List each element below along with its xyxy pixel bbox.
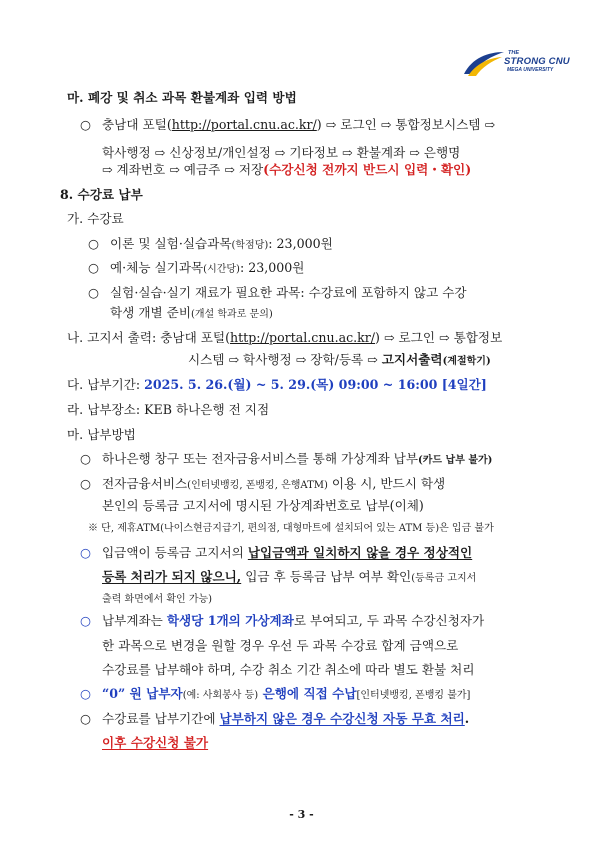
text: 실험·실습·실기 재료가 필요한 과목: 수강료에 포함하지 않고 수강 [110,285,467,300]
section-title: 수강료 납부 [77,187,143,202]
refund-line-1 [80,117,495,133]
text: 수강료를 납부기간에 [102,711,220,726]
method-item-2 [80,476,445,494]
title: 수강료 [87,211,124,226]
method-item-1 [80,451,492,469]
refund-line-2: 학사행정 ⇨ 신상정보/개인설정 ⇨ 기타정보 ⇨ 환불계좌 ⇨ 은행명 [102,145,461,160]
auto-cancel-warning: 납부하지 않은 경우 수강신청 자동 무효 처리 [219,711,465,726]
refund-heading [67,90,297,106]
text: 입금액이 등록금 고지서의 [102,545,248,560]
virtual-account: 학생당 1개의 가상계좌 [166,613,294,628]
notice-line-2 [188,352,491,370]
text: 납부계좌는 [102,613,167,628]
method-item-4-cont-2: 수강료를 납부해야 하며, 수강 취소 기간 취소에 따라 별도 환불 처리 [102,662,475,677]
method-item-4-cont: 한 과목으로 변경을 원할 경우 우선 두 과목 수강료 합계 금액으로 [102,638,459,653]
bullet-circle: ○ [80,613,91,628]
bullet-circle: ○ [88,260,99,275]
text: 이론 및 실험·실습과목 [110,236,232,251]
text: 하나은행 창구 또는 전자금융서비스를 통해 가상계좌 납부 [102,451,418,466]
text: ⇨ 계좌번호 ⇨ 예금주 ⇨ 저장 [102,162,264,177]
text: 로 부여되고, 두 과목 수강신청자가 [293,613,485,628]
season: (계절학기) [442,356,491,367]
logo-line3: MEGA UNIVERSITY [507,67,554,73]
method-heading [67,427,136,443]
logo-line2: STRONG CNU [504,56,570,67]
refund-heading-title: 폐강 및 취소 과목 환불계좌 입력 방법 [87,90,297,105]
portal-link[interactable]: http://portal.cnu.ac.kr/ [171,117,317,132]
text: . [464,711,470,726]
notice-print: 고지서출력 [381,352,443,367]
note: (예: 사회봉사 등) [182,690,259,701]
text: 학생 개별 준비 [110,305,191,320]
text: 이용 시, 반드시 학생 [327,476,446,491]
warning: 등록 처리가 되지 않으니, [102,569,242,584]
label: 가. [67,211,84,226]
label: 마. [67,427,84,442]
text: 납부장소: KEB 하나은행 전 지점 [87,402,270,417]
note: [인터넷뱅킹, 폰뱅킹 불가] [356,690,471,701]
method-item-3-cont-2: 출력 화면에서 확인 가능) [102,594,213,605]
logo-line1: THE [508,50,519,56]
label: 다. [67,377,84,392]
text: 고지서 출력: 충남대 포털( [87,330,231,345]
atm-note: ※ 단, 제휴ATM(나이스현금지급기, 편의점, 대형마트에 설치되어 있는 ATM 등)은 입금 불가 [88,523,494,534]
bullet-circle: ○ [80,117,91,132]
no-registration-warning: 이후 수강신청 불가 [102,735,209,750]
method-item-2-cont: 본인의 등록금 고지서에 명시된 가상계좌번호로 납부(이체) [102,498,424,513]
text: 예·체능 실기과목 [110,260,204,275]
method-item-6-cont [102,735,208,751]
bullet-circle: ○ [80,545,91,560]
direct-payment: 은행에 직접 수납 [258,686,357,701]
method-item-3-cont [102,569,476,587]
text: 입금 후 등록금 납부 여부 확인 [241,569,412,584]
method-item-3 [80,545,472,561]
fee-item-3-cont [110,305,273,323]
method-item-5 [80,686,470,704]
unit: (시간당) [203,264,240,275]
section-8-heading [60,187,143,203]
fee-item-1 [88,236,333,254]
fee-heading [67,211,124,227]
fee-amount: : 23,000원 [268,236,333,251]
cnu-logo [462,48,582,78]
payment-period [67,377,487,393]
fee-item-2 [88,260,304,278]
label: 나. [67,330,84,345]
page-number: - 3 - [289,808,314,821]
bullet-circle: ○ [80,476,91,491]
card-note: (카드 납부 불가) [418,455,493,466]
fee-item-3 [88,285,467,301]
note: (인터넷뱅킹, 폰뱅킹, 은행ATM) [187,480,328,491]
payment-place [67,402,269,418]
text: 충남대 포털( [102,117,172,132]
refund-heading-label: 마. [67,90,84,105]
bullet-circle: ○ [88,236,99,251]
text: ) ⇨ 로그인 ⇨ 통합정보 [375,330,503,345]
text: 시스템 ⇨ 학사행정 ⇨ 장학/등록 ⇨ [188,352,382,367]
method-item-6 [80,711,469,727]
bullet-circle: ○ [80,711,91,726]
unit: (학점당) [231,240,269,251]
text: 전자금융서비스 [102,476,188,491]
method-item-4 [80,613,484,629]
text: ) ⇨ 로그인 ⇨ 통합정보시스템 ⇨ [316,117,496,132]
bullet-circle: ○ [88,285,99,300]
warning: 납입금액과 일치하지 않을 경우 정상적인 [247,545,473,560]
text: 납부기간: [87,377,145,392]
title: 납부방법 [87,427,136,442]
label: 라. [67,402,84,417]
bullet-circle: ○ [80,451,91,466]
bullet-circle: ○ [80,686,91,701]
notice-line-1 [67,330,502,346]
cnu-swoosh-icon [462,48,506,78]
portal-link[interactable]: http://portal.cnu.ac.kr/ [230,330,376,345]
section-number: 8. [60,187,74,202]
note: (개설 학과로 문의) [191,309,273,320]
period-dates: 2025. 5. 26.(월) ~ 5. 29.(목) 09:00 ~ 16:00 [4일간] [144,377,487,392]
refund-line-3 [102,162,471,178]
note: (등록금 고지서 [411,573,477,584]
refund-warning: (수강신청 전까지 반드시 입력・확인) [263,162,472,177]
fee-amount: : 23,000원 [239,260,305,275]
zero-payer: “0” 원 납부자 [102,686,183,701]
